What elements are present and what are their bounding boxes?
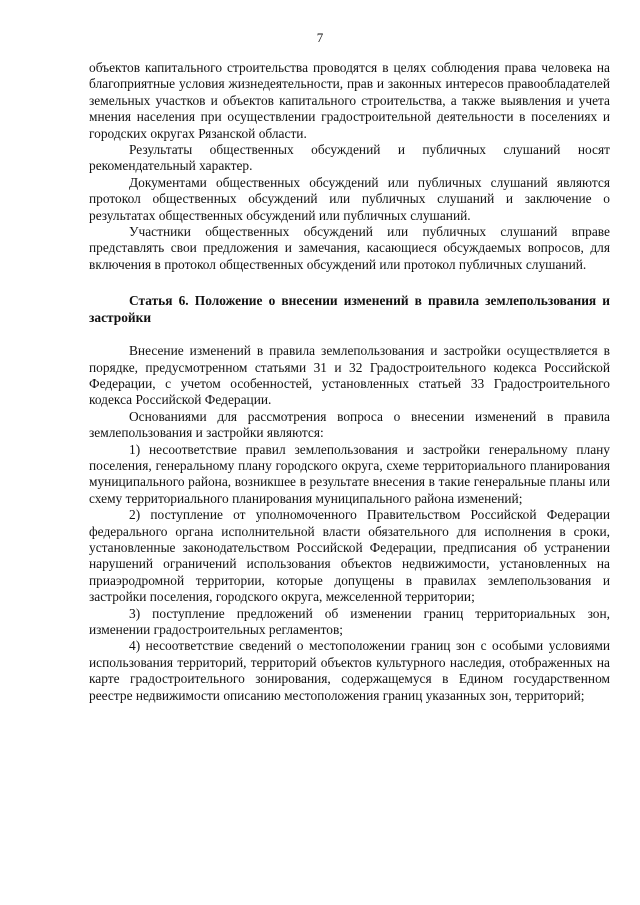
list-item-2: 2) поступление от уполномоченного Правительством Российской Федерации федерального органа исполнительной власти обязательного для исполнения в сроки, установленные законодательством Российской Федерации, предписания об устранении нарушений ограничений использования объектов недвижимости, установленных на приаэродромной территории, которые допущены в правилах землепользования и застройки поселения, городского округа, межселенной территории;	[89, 507, 610, 605]
paragraph-continued: объектов капитального строительства проводятся в целях соблюдения права человека на благоприятные условия жизнедеятельности, прав и законных интересов правообладателей земельных участков и объектов капитального строительства, а также выявления и учета мнения населения при осуществлении градостроительной деятельности в поселениях и городских округах Рязанской области.	[89, 60, 610, 141]
paragraph-documents: Документами общественных обсуждений или публичных слушаний являются протокол общественных обсуждений или публичных слушаний и заключение о результатах общественных обсуждений или публичных слушаний.	[89, 174, 610, 223]
paragraph-results: Результаты общественных обсуждений и публичных слушаний носят рекомендательный характер.	[89, 142, 610, 174]
list-item-1: 1) несоответствие правил землепользования и застройки генеральному плану поселения, генеральному плану городского округа, схеме территориального планирования муниципального района, возникшее в результате внесения в такие генеральные планы или схему территориального планирования муниципального района изменений;	[89, 441, 610, 506]
paragraph-amendments: Внесение изменений в правила землепользования и застройки осуществляется в порядке, предусмотренном статьями 31 и 32 Градостроительного кодекса Российской Федерации, с учетом особенностей, установленных статьей 33 Градостроительного кодекса Российской Федерации.	[89, 343, 610, 408]
article-heading: Статья 6. Положение о внесении изменений в правила землепользования и застройки	[89, 293, 610, 325]
paragraph-grounds: Основаниями для рассмотрения вопроса о внесении изменений в правила землепользования и застройки являются:	[89, 408, 610, 441]
list-item-3: 3) поступление предложений об изменении границ территориальных зон, изменении градостроительных регламентов;	[89, 605, 610, 637]
document-body	[89, 60, 610, 704]
paragraph-participants: Участники общественных обсуждений или публичных слушаний вправе представлять свои предложения и замечания, касающиеся обсуждаемых вопросов, для включения в протокол общественных обсуждений или протокол публичных слушаний.	[89, 224, 610, 272]
list-item-4: 4) несоответствие сведений о местоположении границ зон с особыми условиями использования территорий, территорий объектов культурного наследия, отображенных на карте градостроительного зонирования, содержащемуся в Едином государственном реестре недвижимости описанию местоположения границ указанных зон, территорий;	[89, 638, 610, 703]
page-number: 7	[316, 30, 324, 45]
